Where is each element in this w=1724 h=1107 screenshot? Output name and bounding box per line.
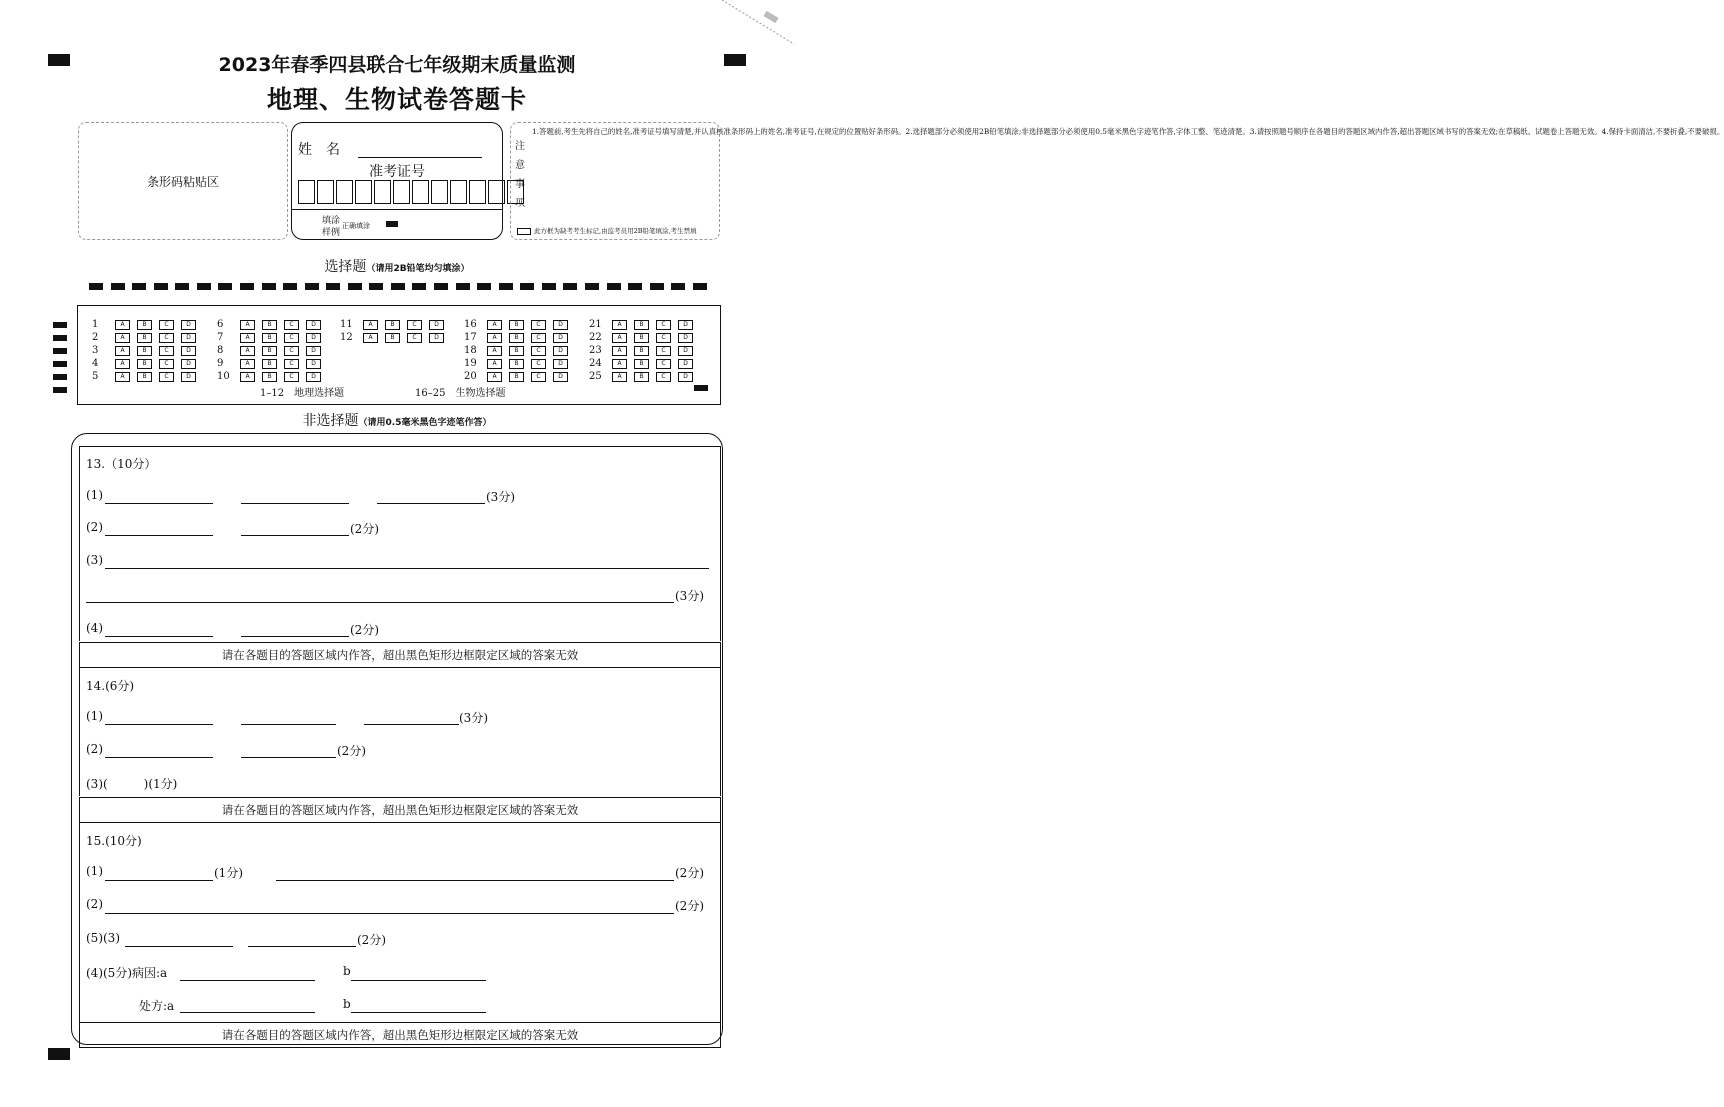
timing-mark bbox=[585, 283, 599, 290]
choice-question-23 bbox=[589, 345, 693, 356]
option-bubble-d[interactable]: D bbox=[553, 320, 568, 330]
timing-mark bbox=[477, 283, 491, 290]
row-mark bbox=[53, 322, 67, 328]
fill-example-label: 填涂 样例 bbox=[322, 216, 341, 238]
timing-mark bbox=[456, 283, 470, 290]
option-bubble-d[interactable]: D bbox=[181, 333, 196, 343]
q14-part2-label: (2) bbox=[86, 742, 103, 756]
divider bbox=[292, 209, 502, 210]
option-bubble-a[interactable]: A bbox=[487, 372, 502, 382]
question-number: 18 bbox=[464, 345, 477, 356]
question-number: 12 bbox=[340, 332, 353, 343]
option-bubble-a[interactable]: A bbox=[115, 320, 130, 330]
option-bubble-c[interactable]: C bbox=[531, 372, 546, 382]
q15-part2-score: (2分) bbox=[675, 899, 704, 913]
q15-warning: 请在各题目的答题区域内作答，超出黑色矩形边框限定区域的答案无效 bbox=[79, 1022, 721, 1048]
q13-part4-blank[interactable] bbox=[241, 636, 349, 637]
q15-part1-label: (1) bbox=[86, 864, 103, 878]
option-bubble-d[interactable]: D bbox=[181, 359, 196, 369]
timing-mark bbox=[175, 283, 189, 290]
q15-part1-blank[interactable] bbox=[276, 880, 674, 881]
timing-mark bbox=[671, 283, 685, 290]
choice-question-18 bbox=[464, 345, 568, 356]
option-bubble-a[interactable]: A bbox=[115, 372, 130, 382]
question-number: 3 bbox=[92, 345, 99, 356]
timing-mark bbox=[197, 283, 211, 290]
question-number: 4 bbox=[92, 358, 99, 369]
option-bubble-c[interactable]: C bbox=[656, 372, 671, 382]
timing-mark bbox=[369, 283, 383, 290]
nonchoice-title: 非选择题 bbox=[302, 413, 359, 429]
option-bubble-a[interactable]: A bbox=[115, 333, 130, 343]
option-bubble-c[interactable]: C bbox=[531, 333, 546, 343]
option-bubble-a[interactable]: A bbox=[115, 359, 130, 369]
timing-mark bbox=[305, 283, 319, 290]
q13-part4-score: (2分) bbox=[350, 623, 379, 637]
option-bubble-b[interactable]: B bbox=[509, 333, 524, 343]
choice-question-22 bbox=[589, 332, 693, 343]
geography-choice-label: 1–12 地理选择题 bbox=[260, 388, 345, 399]
choice-answer-box bbox=[77, 305, 721, 405]
option-bubble-d[interactable]: D bbox=[181, 320, 196, 330]
exam-number-label: 准考证号 bbox=[369, 164, 425, 180]
q15-part4-blank[interactable] bbox=[351, 980, 486, 981]
q15-part3-label: (5)(3) bbox=[86, 931, 120, 945]
choice-question-2 bbox=[92, 332, 196, 343]
nonchoice-section-title bbox=[0, 410, 794, 430]
q13-part1-blank[interactable] bbox=[377, 503, 485, 504]
option-bubble-a[interactable]: A bbox=[487, 333, 502, 343]
choice-question-16 bbox=[464, 319, 568, 330]
choice-question-10 bbox=[217, 371, 321, 382]
option-bubble-b[interactable]: B bbox=[634, 333, 649, 343]
option-bubble-a[interactable]: A bbox=[612, 372, 627, 382]
choice-question-9 bbox=[217, 358, 321, 369]
choice-section-title bbox=[0, 256, 794, 276]
biology-choice-label: 16–25 生物选择题 bbox=[415, 388, 506, 399]
option-bubble-a[interactable]: A bbox=[240, 372, 255, 382]
question-number: 16 bbox=[464, 319, 477, 330]
choice-question-6 bbox=[217, 319, 321, 330]
q14-part1-score: (3分) bbox=[459, 711, 488, 725]
option-bubble-a[interactable]: A bbox=[115, 346, 130, 356]
option-bubble-c[interactable]: C bbox=[656, 359, 671, 369]
q13-part1-blank[interactable] bbox=[105, 503, 213, 504]
option-bubble-c[interactable]: C bbox=[159, 320, 174, 330]
row-mark bbox=[694, 385, 708, 391]
q13-part1-score: (3分) bbox=[486, 490, 515, 504]
option-bubble-b[interactable]: B bbox=[509, 320, 524, 330]
option-bubble-b[interactable]: B bbox=[262, 372, 277, 382]
choice-question-21 bbox=[589, 319, 693, 330]
q15-part3-blank[interactable] bbox=[248, 946, 356, 947]
option-bubble-a[interactable]: A bbox=[612, 320, 627, 330]
option-bubble-d[interactable]: D bbox=[306, 320, 321, 330]
barcode-label: 条形码粘贴区 bbox=[146, 174, 219, 189]
option-bubble-b[interactable]: B bbox=[137, 359, 152, 369]
notes-box bbox=[510, 122, 1724, 240]
choice-question-11 bbox=[340, 319, 444, 330]
timing-mark bbox=[499, 283, 513, 290]
question-number: 1 bbox=[92, 319, 99, 330]
option-bubble-d[interactable]: D bbox=[678, 359, 693, 369]
timing-mark bbox=[563, 283, 577, 290]
timing-mark bbox=[132, 283, 146, 290]
timing-mark bbox=[326, 283, 340, 290]
timing-mark bbox=[628, 283, 642, 290]
option-bubble-b[interactable]: B bbox=[137, 346, 152, 356]
choice-question-5 bbox=[92, 371, 196, 382]
option-bubble-b[interactable]: B bbox=[634, 320, 649, 330]
option-bubble-a[interactable]: A bbox=[487, 359, 502, 369]
q14-warning: 请在各题目的答题区域内作答，超出黑色矩形边框限定区域的答案无效 bbox=[79, 797, 721, 823]
fill-correct-label: 正确填涂 bbox=[342, 222, 370, 230]
timing-mark bbox=[650, 283, 664, 290]
option-bubble-d[interactable]: D bbox=[678, 333, 693, 343]
option-bubble-b[interactable]: B bbox=[137, 320, 152, 330]
option-bubble-a[interactable]: A bbox=[363, 333, 378, 343]
q13-part3-label: (3) bbox=[86, 553, 103, 567]
option-bubble-c[interactable]: C bbox=[531, 359, 546, 369]
q13-part3-blank[interactable] bbox=[105, 568, 709, 569]
choice-subtitle: （请用2B铅笔均匀填涂） bbox=[366, 264, 470, 274]
timing-mark bbox=[520, 283, 534, 290]
choice-question-8 bbox=[217, 345, 321, 356]
q13-part4-label: (4) bbox=[86, 621, 103, 635]
option-bubble-c[interactable]: C bbox=[284, 346, 299, 356]
timing-mark bbox=[693, 283, 707, 290]
option-bubble-d[interactable]: D bbox=[553, 333, 568, 343]
timing-mark bbox=[391, 283, 405, 290]
option-bubble-b[interactable]: B bbox=[262, 333, 277, 343]
question-number: 8 bbox=[217, 345, 224, 356]
option-bubble-c[interactable]: C bbox=[284, 359, 299, 369]
option-bubble-b[interactable]: B bbox=[262, 346, 277, 356]
q14-part3-label: (3)( )(1分) bbox=[86, 777, 178, 791]
timing-mark bbox=[111, 283, 125, 290]
q14-part1-blank[interactable] bbox=[105, 724, 213, 725]
option-bubble-c[interactable]: C bbox=[656, 320, 671, 330]
row-mark bbox=[53, 348, 67, 354]
option-bubble-b[interactable]: B bbox=[262, 320, 277, 330]
timing-mark bbox=[412, 283, 426, 290]
option-bubble-d[interactable]: D bbox=[678, 320, 693, 330]
option-bubble-a[interactable]: A bbox=[240, 333, 255, 343]
option-bubble-d[interactable]: D bbox=[181, 372, 196, 382]
q15-answer-area bbox=[79, 822, 721, 1023]
option-bubble-d[interactable]: D bbox=[181, 346, 196, 356]
option-bubble-c[interactable]: C bbox=[159, 372, 174, 382]
question-number: 9 bbox=[217, 358, 224, 369]
option-bubble-c[interactable]: C bbox=[159, 359, 174, 369]
option-bubble-d[interactable]: D bbox=[553, 359, 568, 369]
option-bubble-b[interactable]: B bbox=[509, 359, 524, 369]
q13-answer-area bbox=[79, 446, 721, 641]
q15-part1-score: (1分) bbox=[214, 866, 243, 880]
question-number: 11 bbox=[340, 319, 353, 330]
q15-part5-blank[interactable] bbox=[180, 1012, 315, 1013]
nonchoice-subtitle: （请用0.5毫米黑色字迹笔作答） bbox=[358, 418, 492, 428]
option-bubble-d[interactable]: D bbox=[306, 333, 321, 343]
option-bubble-b[interactable]: B bbox=[137, 372, 152, 382]
notes-title: 注意事项 bbox=[515, 141, 525, 209]
option-bubble-c[interactable]: C bbox=[656, 346, 671, 356]
option-bubble-d[interactable]: D bbox=[429, 320, 444, 330]
choice-question-12 bbox=[340, 332, 444, 343]
option-bubble-c[interactable]: C bbox=[284, 320, 299, 330]
option-bubble-c[interactable]: C bbox=[159, 346, 174, 356]
option-bubble-d[interactable]: D bbox=[429, 333, 444, 343]
option-bubble-c[interactable]: C bbox=[656, 333, 671, 343]
barcode-area bbox=[78, 122, 288, 240]
absent-label: 此方框为缺考考生标记,由监考员用2B铅笔填涂,考生禁填 bbox=[534, 227, 697, 235]
question-number: 17 bbox=[464, 332, 477, 343]
timing-mark bbox=[607, 283, 621, 290]
q14-part1-blank[interactable] bbox=[241, 724, 336, 725]
choice-question-25 bbox=[589, 371, 693, 382]
q13-title: 13.（10分） bbox=[86, 457, 157, 471]
q15-part1-blank[interactable] bbox=[105, 880, 213, 881]
option-bubble-a[interactable]: A bbox=[240, 320, 255, 330]
q15-part3-score: (2分) bbox=[357, 933, 386, 947]
q15-part4-b-label: b bbox=[343, 964, 351, 978]
exam-title: 2023年春季四县联合七年级期末质量监测 bbox=[218, 54, 576, 76]
question-number: 6 bbox=[217, 319, 224, 330]
question-number: 21 bbox=[589, 319, 602, 330]
row-mark bbox=[53, 361, 67, 367]
option-bubble-c[interactable]: C bbox=[284, 372, 299, 382]
q13-part1-label: (1) bbox=[86, 488, 103, 502]
q13-part2-label: (2) bbox=[86, 520, 103, 534]
q13-part2-blank[interactable] bbox=[241, 535, 349, 536]
option-bubble-b[interactable]: B bbox=[509, 346, 524, 356]
timing-marks bbox=[89, 283, 707, 290]
option-bubble-c[interactable]: C bbox=[407, 320, 422, 330]
option-bubble-d[interactable]: D bbox=[553, 346, 568, 356]
q15-title: 15.(10分) bbox=[86, 834, 142, 848]
q13-part2-blank[interactable] bbox=[105, 535, 213, 536]
option-bubble-b[interactable]: B bbox=[509, 372, 524, 382]
q14-part2-score: (2分) bbox=[337, 744, 366, 758]
q15-part2-label: (2) bbox=[86, 897, 103, 911]
timing-mark bbox=[348, 283, 362, 290]
question-number: 10 bbox=[217, 371, 230, 382]
option-bubble-a[interactable]: A bbox=[240, 346, 255, 356]
row-mark bbox=[53, 374, 67, 380]
option-bubble-b[interactable]: B bbox=[137, 333, 152, 343]
alignment-mark bbox=[48, 1048, 70, 1060]
corner-mark bbox=[712, 0, 794, 44]
option-bubble-d[interactable]: D bbox=[553, 372, 568, 382]
timing-mark bbox=[89, 283, 103, 290]
option-bubble-c[interactable]: C bbox=[284, 333, 299, 343]
question-number: 22 bbox=[589, 332, 602, 343]
row-mark bbox=[53, 335, 67, 341]
q15-part3-blank[interactable] bbox=[125, 946, 233, 947]
option-bubble-c[interactable]: C bbox=[531, 320, 546, 330]
timing-mark bbox=[154, 283, 168, 290]
q15-part2-blank[interactable] bbox=[105, 913, 674, 914]
option-bubble-c[interactable]: C bbox=[407, 333, 422, 343]
q15-part5-blank[interactable] bbox=[351, 1012, 486, 1013]
name-label: 姓 名 bbox=[298, 142, 340, 158]
q14-part2-blank[interactable] bbox=[105, 757, 213, 758]
q15-part5-label: 处方:a bbox=[139, 999, 175, 1013]
timing-mark bbox=[218, 283, 232, 290]
option-bubble-d[interactable]: D bbox=[678, 372, 693, 382]
absent-mark bbox=[517, 226, 697, 235]
option-bubble-b[interactable]: B bbox=[385, 333, 400, 343]
option-bubble-b[interactable]: B bbox=[634, 346, 649, 356]
option-bubble-a[interactable]: A bbox=[612, 333, 627, 343]
question-number: 2 bbox=[92, 332, 99, 343]
question-number: 5 bbox=[92, 371, 99, 382]
question-number: 25 bbox=[589, 371, 602, 382]
q15-part4-blank[interactable] bbox=[180, 980, 315, 981]
q13-part3-score: (3分) bbox=[675, 589, 704, 603]
choice-question-17 bbox=[464, 332, 568, 343]
q14-part1-label: (1) bbox=[86, 709, 103, 723]
option-bubble-b[interactable]: B bbox=[634, 359, 649, 369]
timing-mark bbox=[434, 283, 448, 290]
timing-mark bbox=[283, 283, 297, 290]
timing-mark bbox=[240, 283, 254, 290]
option-bubble-a[interactable]: A bbox=[363, 320, 378, 330]
q15-part5-b-label: b bbox=[343, 997, 351, 1011]
question-number: 19 bbox=[464, 358, 477, 369]
question-number: 7 bbox=[217, 332, 224, 343]
option-bubble-b[interactable]: B bbox=[634, 372, 649, 382]
q13-part2-score: (2分) bbox=[350, 522, 379, 536]
option-bubble-a[interactable]: A bbox=[612, 346, 627, 356]
timing-mark bbox=[262, 283, 276, 290]
option-bubble-a[interactable]: A bbox=[487, 320, 502, 330]
choice-question-24 bbox=[589, 358, 693, 369]
choice-question-20 bbox=[464, 371, 568, 382]
option-bubble-d[interactable]: D bbox=[306, 372, 321, 382]
option-bubble-a[interactable]: A bbox=[612, 359, 627, 369]
choice-question-19 bbox=[464, 358, 568, 369]
q13-part3-blank[interactable] bbox=[86, 602, 674, 603]
q14-part2-blank[interactable] bbox=[241, 757, 336, 758]
option-bubble-a[interactable]: A bbox=[240, 359, 255, 369]
timing-mark bbox=[542, 283, 556, 290]
option-bubble-a[interactable]: A bbox=[487, 346, 502, 356]
student-info-box bbox=[291, 122, 503, 240]
q13-part4-blank[interactable] bbox=[105, 636, 213, 637]
row-mark bbox=[53, 387, 67, 393]
choice-title: 选择题 bbox=[324, 259, 367, 275]
option-bubble-d[interactable]: D bbox=[306, 359, 321, 369]
question-number: 20 bbox=[464, 371, 477, 382]
question-number: 24 bbox=[589, 358, 602, 369]
option-bubble-c[interactable]: C bbox=[531, 346, 546, 356]
q15-part4-label: (4)(5分)病因:a bbox=[86, 966, 168, 980]
choice-question-4 bbox=[92, 358, 196, 369]
option-bubble-b[interactable]: B bbox=[385, 320, 400, 330]
q14-title: 14.(6分) bbox=[86, 679, 135, 693]
choice-question-3 bbox=[92, 345, 196, 356]
q13-warning: 请在各题目的答题区域内作答，超出黑色矩形边框限定区域的答案无效 bbox=[79, 642, 721, 668]
q15-part1-score: (2分) bbox=[675, 866, 704, 880]
option-bubble-d[interactable]: D bbox=[306, 346, 321, 356]
option-bubble-d[interactable]: D bbox=[678, 346, 693, 356]
q13-part1-blank[interactable] bbox=[241, 503, 349, 504]
notes-text: 1.答题前,考生先将自己的姓名,准考证号填写清楚,并认真核准条形码上的姓名,准考证号,在规定的位置贴好条形码。2.选择题部分必须使用2B铅笔填涂;非选择题部分必须使用0.5毫米黑色字迹笔作答,字体工整、笔迹清楚。3.请按照题号顺序在各题目的答题区域内作答,超出答题区域书写的答案无效;在草稿纸、试题卷上答题无效。4.保持卡面清洁,不要折叠,不要破损。 bbox=[532, 127, 1724, 136]
option-bubble-c[interactable]: C bbox=[159, 333, 174, 343]
exam-number-boxes[interactable] bbox=[298, 180, 526, 204]
q14-part1-blank[interactable] bbox=[364, 724, 459, 725]
choice-question-7 bbox=[217, 332, 321, 343]
question-number: 23 bbox=[589, 345, 602, 356]
absent-checkbox[interactable] bbox=[517, 228, 531, 235]
name-field[interactable] bbox=[358, 157, 482, 158]
option-bubble-b[interactable]: B bbox=[262, 359, 277, 369]
choice-question-1 bbox=[92, 319, 196, 330]
fill-example-mark bbox=[386, 221, 398, 227]
card-title: 地理、生物试卷答题卡 bbox=[266, 85, 527, 114]
